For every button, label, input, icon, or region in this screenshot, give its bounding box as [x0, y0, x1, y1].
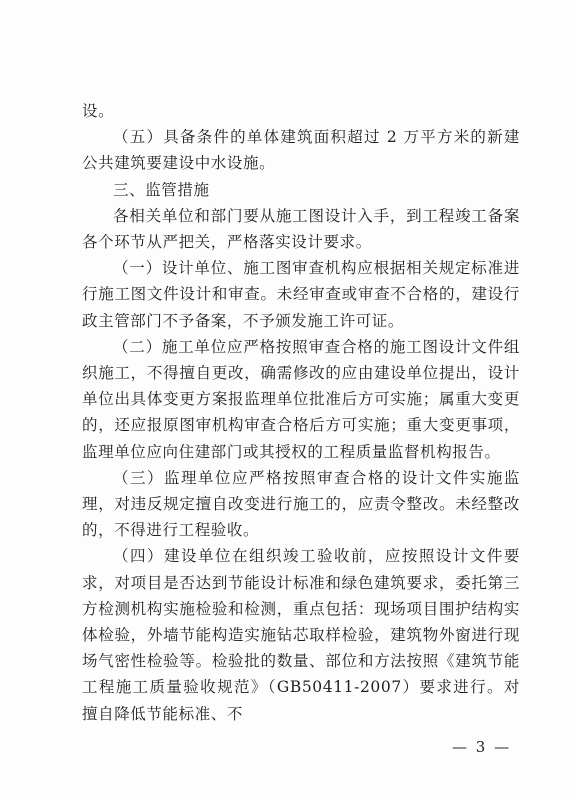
paragraph-intro: 各相关单位和部门要从施工图设计入手，到工程竣工备案各个环节从严把关，严格落实设计要求。 — [82, 206, 520, 252]
paragraph-item-3: （三）监理单位应严格按照审查合格的设计文件实施监理，对违反规定擅自改变进行施工的，应责令整改。未经整改的，不得进行工程验收。 — [82, 468, 520, 540]
paragraph-item-1: （一）设计单位、施工图审查机构应根据相关规定标准进行施工图文件设计和审查。未经审查或审查不合格的，建设行政主管部门不予备案，不予颁发施工许可证。 — [82, 259, 520, 330]
section-heading: 三、监管措施 — [113, 180, 210, 199]
body-text — [82, 98, 520, 727]
paragraph-item-2: （二）施工单位应严格按照审查合格的施工图设计文件组织施工，不得擅自更改，确需修改的应由建设单位提出，设计单位出具体变更方案报监理单位批准后方可实施；属重大变更的，还应报原图审机构审查合格后方可实施；重大变更事项，监理单位应向住建部门或其授权的工程质量监督机构报告。 — [82, 337, 520, 461]
paragraph-item-5: （五）具备条件的单体建筑面积超过 2 万平方米的新建公共建筑要建设中水设施。 — [82, 128, 520, 173]
page-number: — 3 — — [452, 738, 512, 756]
paragraph-continuation: 设。 — [82, 102, 115, 120]
paragraph-item-4: （四）建设单位在组织竣工验收前，应按照设计文件要求，对项目是否达到节能设计标准和绿色建筑要求，委托第三方检测机构实施检验和检测，重点包括：现场项目围护结构实体检验，外墙节能构造实施钻芯取样检验，建筑物外窗进行现场气密性检验等。检验批的数量、部位和方法按照《建筑节能工程施工质量验收规范》（GB50411-2007）要求进行。对擅自降低节能标准、不 — [82, 547, 520, 723]
